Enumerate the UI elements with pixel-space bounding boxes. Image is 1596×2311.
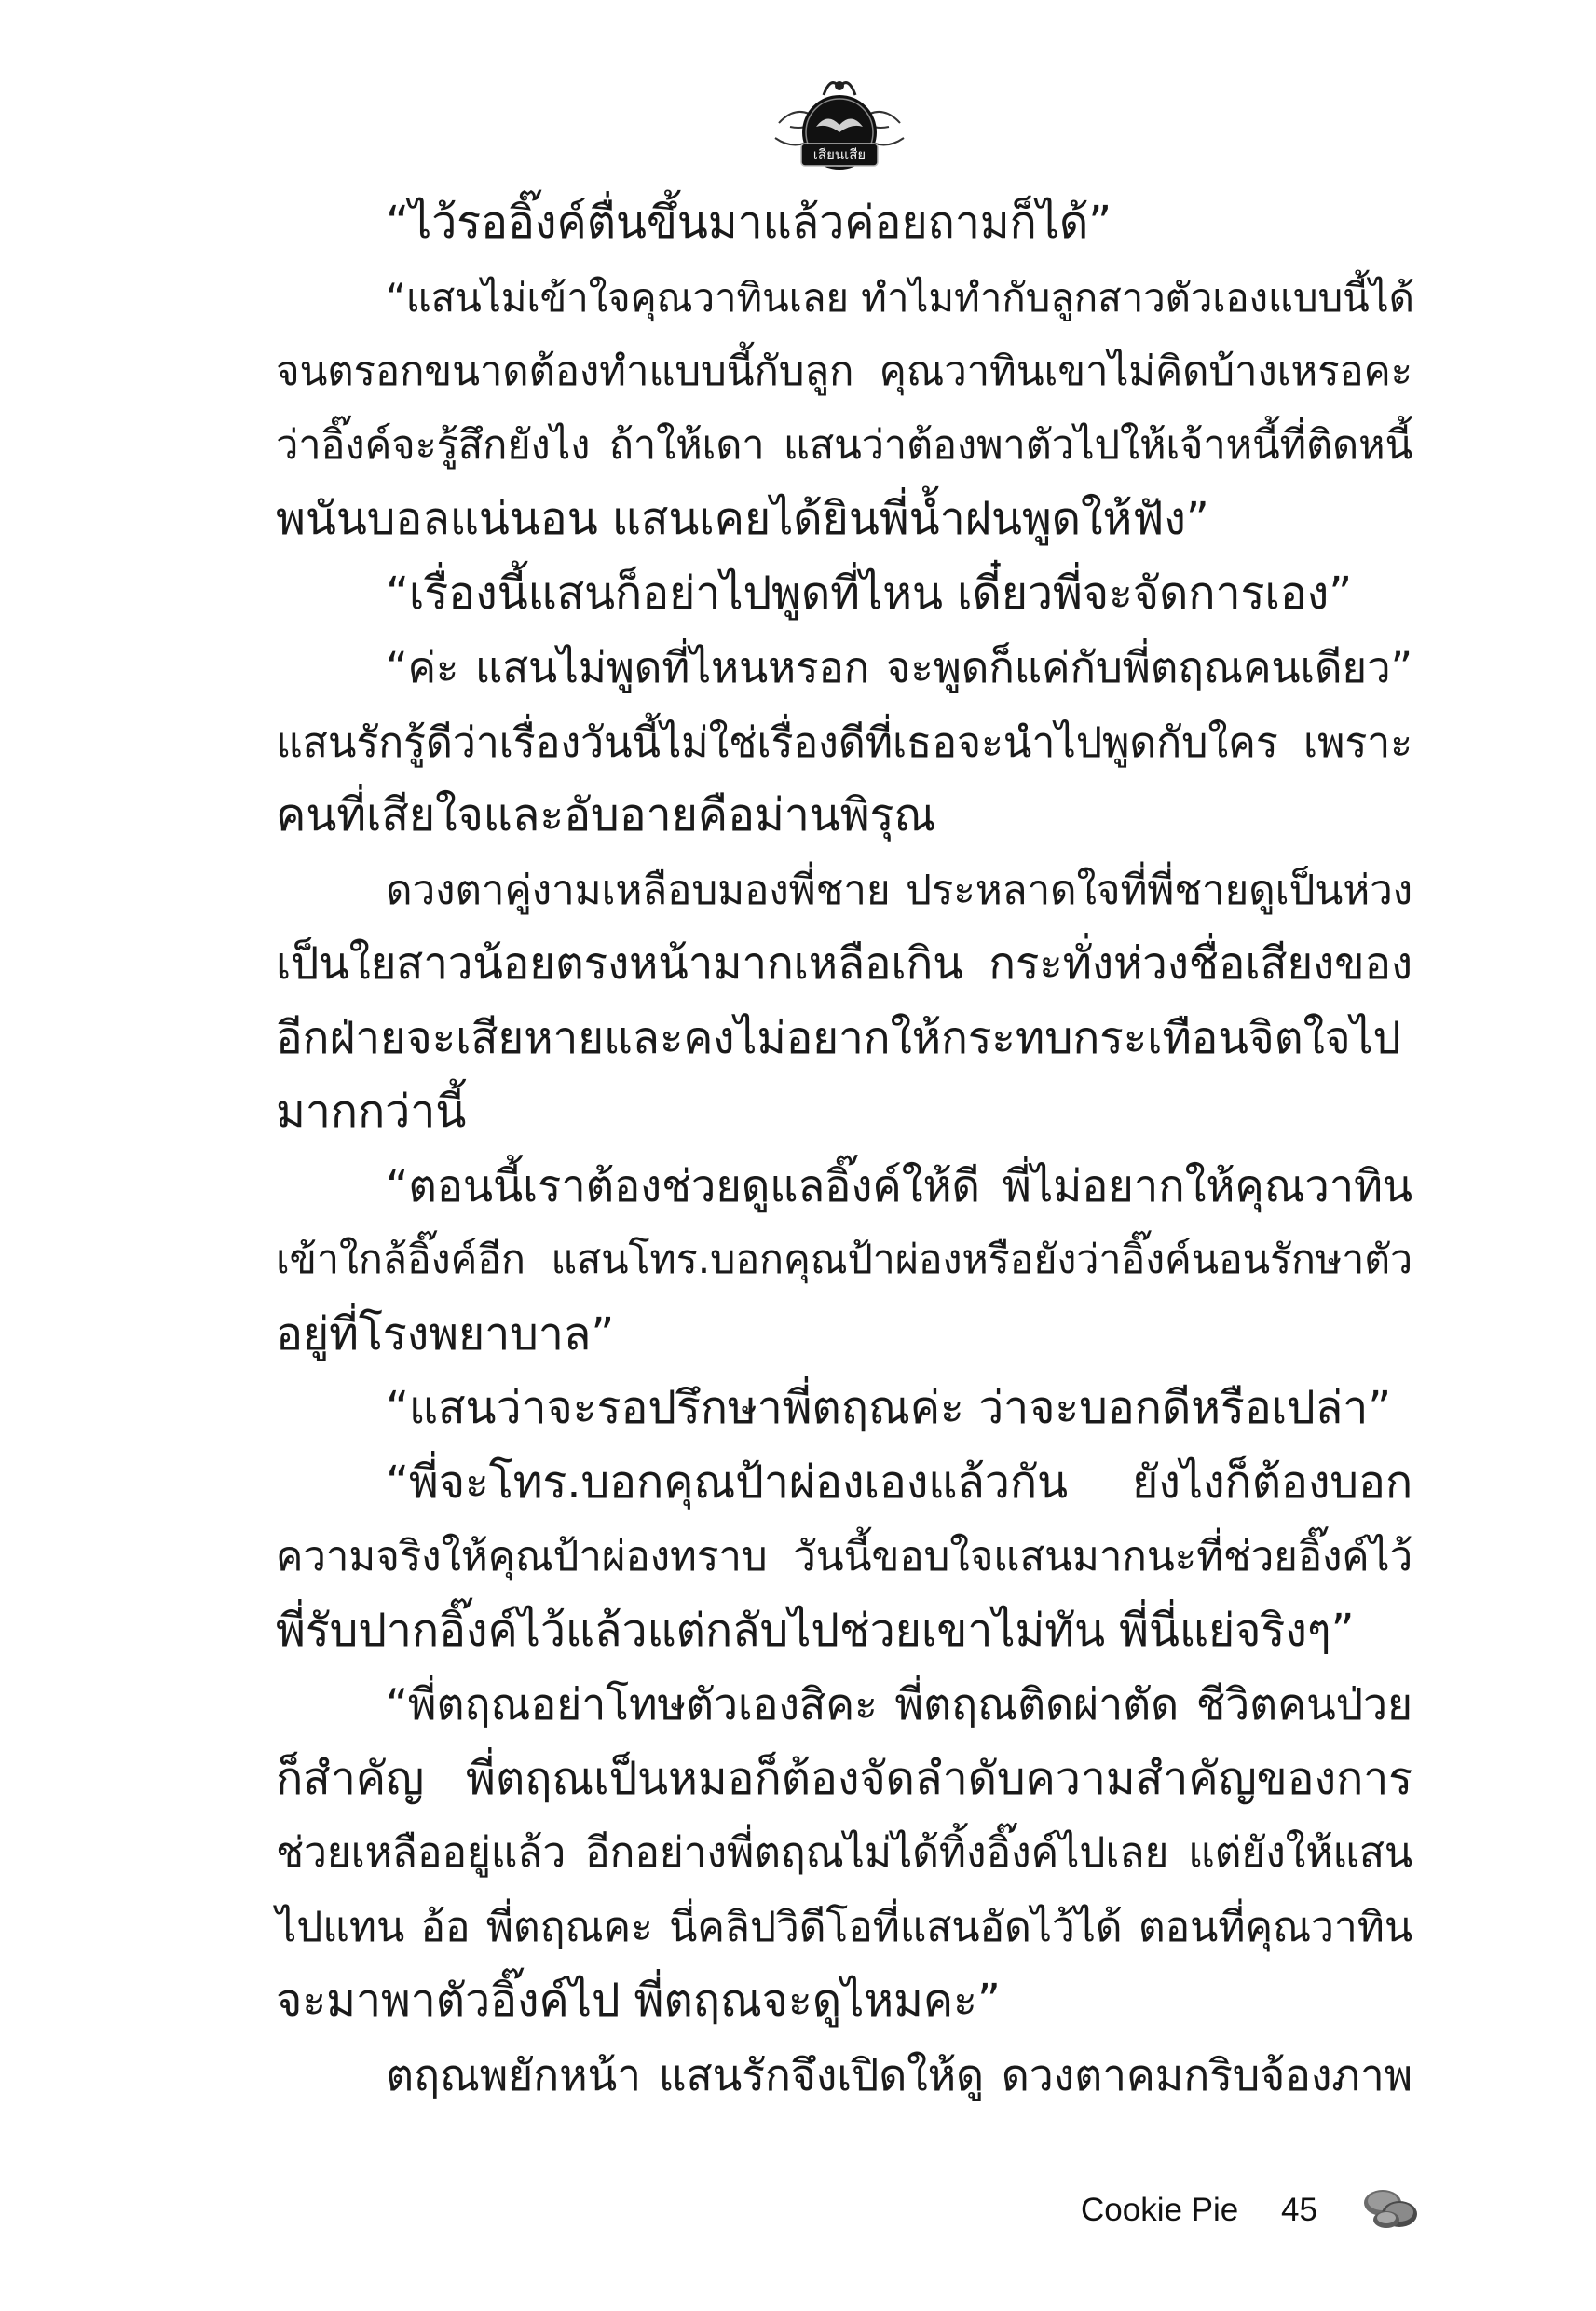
text-line: อยู่ที่โรงพยาบาล” (276, 1307, 615, 1361)
text-line: “พี่จะโทร.บอกคุณป้าผ่องเองแล้วกัน ยังไงก็ต้องบอก (386, 1456, 1412, 1509)
text-line: คนที่เสียใจและอับอายคือม่านพิรุณ (276, 789, 936, 841)
text-line: เข้าใกล้อิ๊งค์อีก แสนโทร.บอกคุณป้าผ่องหรือยังว่าอิ๊งค์นอนรักษาตัว (276, 1237, 1412, 1283)
footer-title: Cookie Pie (1081, 2192, 1239, 2228)
text-line: “เรื่องนี้แสนก็อย่าไปพูดที่ไหน เดี๋ยวพี่จะจัดการเอง” (386, 567, 1353, 620)
text-line: ไปแทน อ้อ พี่ตฤณคะ นี่คลิปวิดีโอที่แสนอัดไว้ได้ ตอนที่คุณวาทิน (276, 1903, 1412, 1951)
text-line: จนตรอกขนาดต้องทำแบบนี้กับลูก คุณวาทินเขาไม่คิดบ้างเหรอคะ (276, 348, 1412, 395)
text-line: มากกว่านี้ (276, 1086, 467, 1138)
cookie-icon (1360, 2182, 1420, 2235)
text-line: “แสนว่าจะรอปรึกษาพี่ตฤณค่ะ ว่าจะบอกดีหรือเปล่า” (386, 1382, 1392, 1434)
page-number: 45 (1281, 2192, 1317, 2228)
text-line: ดวงตาคู่งามเหลือบมองพี่ชาย ประหลาดใจที่พี่ชายดูเป็นห่วง (386, 866, 1412, 914)
text-line: ก็สำคัญ พี่ตฤณเป็นหมอก็ต้องจัดลำดับความสำคัญของการ (276, 1752, 1412, 1805)
text-line: พี่รับปากอิ๊งค์ไว้แล้วแต่กลับไปช่วยเขาไม่ทัน พี่นี่แย่จริงๆ” (276, 1604, 1355, 1657)
header-ornament-logo (770, 65, 909, 182)
text-line: “ไว้รออิ๊งค์ตื่นขึ้นมาแล้วค่อยถามก็ได้” (386, 197, 1112, 249)
text-line: ความจริงให้คุณป้าผ่องทราบ วันนี้ขอบใจแสนมากนะที่ช่วยอิ๊งค์ไว้ (276, 1533, 1412, 1580)
text-line: พนันบอลแน่นอน แสนเคยได้ยินพี่น้ำฝนพูดให้ฟัง” (276, 493, 1209, 545)
text-line: จะมาพาตัวอิ๊งค์ไป พี่ตฤณจะดูไหมคะ” (276, 1975, 1001, 2027)
text-line: อีกฝ่ายจะเสียหายและคงไม่อยากให้กระทบกระเทือนจิตใจไป (276, 1012, 1401, 1064)
text-line: “ตอนนี้เราต้องช่วยดูแลอิ๊งค์ให้ดี พี่ไม่อยากให้คุณวาทิน (386, 1160, 1412, 1212)
text-line: เป็นใยสาวน้อยตรงหน้ามากเหลือเกิน กระทั่งห่วงชื่อเสียงของ (276, 938, 1412, 990)
body-text (276, 186, 1412, 2113)
text-line: “พี่ตฤณอย่าโทษตัวเองสิคะ พี่ตฤณติดผ่าตัด ชีวิตคนป่วย (386, 1679, 1412, 1730)
page-footer (1081, 2179, 1416, 2244)
text-line: แสนรักรู้ดีว่าเรื่องวันนี้ไม่ใช่เรื่องดีที่เธอจะนำไปพูดกับใคร เพราะ (276, 717, 1412, 767)
text-line: ช่วยเหลืออยู่แล้ว อีกอย่างพี่ตฤณไม่ได้ทิ้งอิ๊งค์ไปเลย แต่ยังให้แสน (276, 1829, 1412, 1877)
header-logo-text: เสียนเสีย (812, 146, 866, 163)
text-line: ตฤณพยักหน้า แสนรักจึงเปิดให้ดู ดวงตาคมกริบจ้องภาพ (386, 2049, 1412, 2100)
text-line: ว่าอิ๊งค์จะรู้สึกยังไง ถ้าให้เดา แสนว่าต้องพาตัวไปให้เจ้าหนี้ที่ติดหนี้ (276, 421, 1412, 469)
text-line: “ค่ะ แสนไม่พูดที่ไหนหรอก จะพูดก็แค่กับพี่ตฤณคนเดียว” (386, 643, 1412, 692)
text-line: “แสนไม่เข้าใจคุณวาทินเลย ทำไมทำกับลูกสาวตัวเองแบบนี้ได้ (386, 274, 1414, 321)
